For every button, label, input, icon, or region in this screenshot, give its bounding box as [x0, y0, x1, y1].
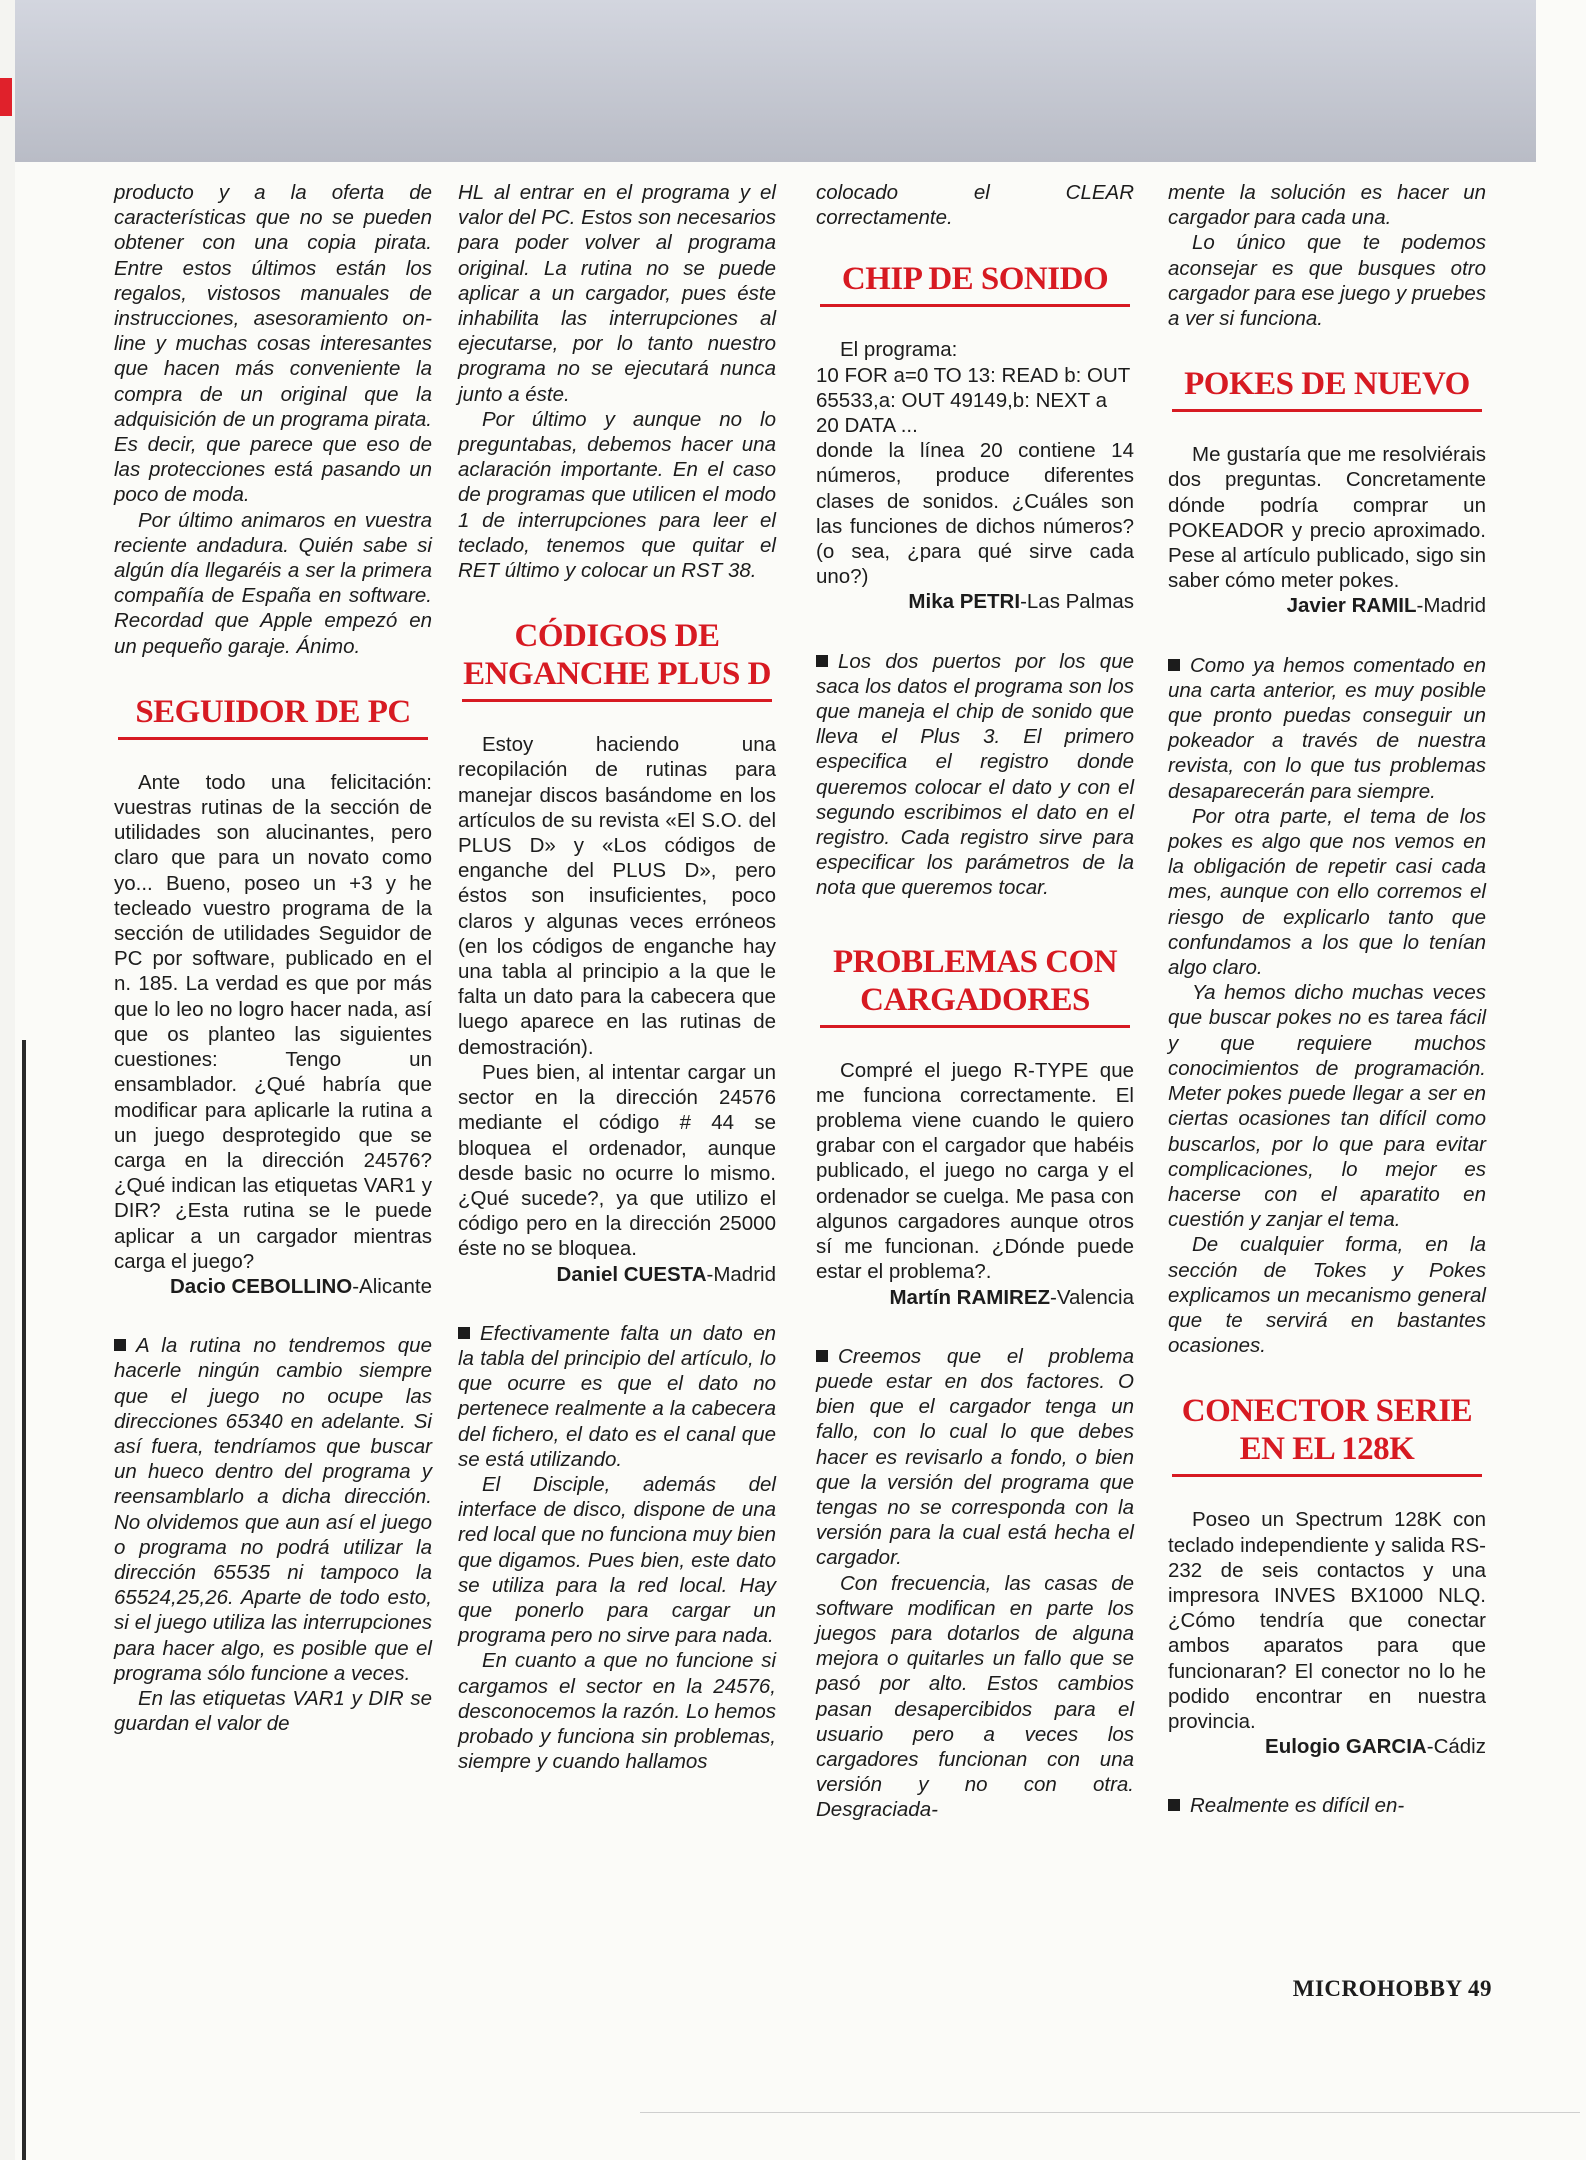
reader-letter: Pues bien, al intentar cargar un sector en la dirección 24576 mediante el código # 44 se bloquea el ordenador, aunque desde basic no ocurre lo mismo. ¿Qué sucede?, ya que utilizo el código pero en la dirección 25000 éste no se bloquea. — [458, 1060, 776, 1261]
signature-place: -Cádiz — [1426, 1735, 1486, 1759]
column-2 — [458, 180, 776, 1774]
letter-signature — [816, 1285, 1134, 1310]
title-line: CÓDIGOS DE — [514, 618, 720, 655]
answer-bullet-icon — [1168, 1799, 1180, 1811]
letter-signature — [114, 1274, 432, 1299]
reader-letter: Estoy haciendo una recopilación de rutinas para manejar discos basándome en los artículos de su revista «El S.O. del PLUS D» y «Los códigos de enganche del PLUS D», pero éstos son insuficientes, poco claros y algunas veces erróneos (en los códigos de enganche hay una tabla al principio a la que le falta un dato para la cabecera que luego aparece en las rutinas de demostración). — [458, 733, 776, 1059]
editor-answer: De cualquier forma, en la sección de Tokes y Pokes explicamos un mecanismo general que te servirá en bastantes ocasiones. — [1168, 1233, 1486, 1358]
section-title-codigos-enganche — [462, 617, 772, 702]
signature-place: -Alicante — [352, 1274, 432, 1298]
reader-letter: Me gustaría que me resolviérais dos preguntas. Concretamente dónde podría comprar un POKEADOR y precio aproximado. Pese al artículo publicado, sigo sin saber cómo meter pokes. — [1168, 443, 1486, 593]
editor-answer: En cuanto a que no funcione si cargamos el sector en la 24576, desconocemos la razón. Lo hemos probado y funciona sin problemas, siempre y cuando hallamos — [458, 1649, 776, 1774]
signature-name: Javier RAMIL — [1286, 594, 1417, 618]
column-4 — [1168, 180, 1486, 1819]
magazine-name: MICROHOBBY — [1292, 1976, 1462, 2001]
editor-answer: Por otra parte, el tema de los pokes es algo que nos vemos en la obligación de repetir casi cada mes, aunque con ello corremos el riesgo de explicarlo tanto que confundamos a los que lo tenían algo claro. — [1168, 804, 1486, 980]
reply-paragraph: Lo único que te podemos aconsejar es que busques otro cargador para ese juego y pruebes a ver si funciona. — [1168, 231, 1486, 331]
answer-bullet-icon — [816, 655, 828, 667]
signature-name: Daniel CUESTA — [556, 1262, 707, 1286]
reply-paragraph: colocado el CLEAR correctamente. — [816, 181, 1134, 230]
editor-answer: Realmente es difícil en- — [1168, 1793, 1486, 1818]
editor-answer: Con frecuencia, las casas de software modifican en parte los juegos para dotarlos de alguna mejora o quitarles un fallo que se pasó por alto. Estos cambios pasan desapercibidos para el usuario pero a veces los cargadores funcionan con una versión y no con otra. Desgraciada- — [816, 1571, 1134, 1822]
bottom-rule — [640, 2112, 1580, 2113]
reader-letter: donde la línea 20 contiene 14 números, produce diferentes clases de sonidos. ¿Cuáles son las funciones de dichos números? (o sea, ¿para qué sirve cada uno?) — [816, 439, 1134, 589]
left-binding-rule — [22, 1040, 26, 2160]
signature-place: -Las Palmas — [1020, 590, 1134, 614]
editor-answer: El Disciple, además del interface de disco, dispone de una red local que no funciona muy bien que digamos. Pues bien, este dato se utiliza para la red local. Hay que ponerlo para cargar un programa pero no sirve para nada. — [458, 1472, 776, 1648]
reply-paragraph: Por último animaros en vuestra reciente andadura. Quién sabe si algún día llegaréis a ser la primera compañía de España en software. Recordad que Apple empezó en un pequeño garaje. Ánimo. — [114, 508, 432, 658]
editor-answer: Los dos puertos por los que saca los datos el programa son los que maneja el chip de sonido que lleva el Plus 3. El primero especifica el registro donde queremos colocar el dato y con el segundo escribimos el dato en el registro. Cada registro sirve para especificar los parámetros de la nota que queremos tocar. — [816, 649, 1134, 900]
reader-letter: El programa: — [840, 338, 958, 362]
page-footer — [1293, 1976, 1492, 2002]
title-line: ENGANCHE PLUS D — [463, 656, 771, 693]
signature-place: -Madrid — [706, 1262, 776, 1286]
column-1 — [114, 180, 432, 1736]
title-line: PROBLEMAS CON — [832, 943, 1118, 980]
editor-answer: Creemos que el problema puede estar en dos factores. O bien que el cargador tenga un fallo, con lo cual lo que debes hacer es revisarlo a fondo, o bien que la versión del programa que tengas no se corresponda con la versión para la cual está hecha el cargador. — [816, 1344, 1134, 1570]
signature-name: Mika PETRI — [908, 590, 1021, 614]
reader-letter: Poseo un Spectrum 128K con teclado independiente y salida RS-232 de seis contactos y una impresora INVES BX1000 NLQ. ¿Cómo tendría que conectar ambos aparatos para que funcionaran? El conector no lo he podido encontrar en nuestra provincia. — [1168, 1508, 1486, 1733]
editor-answer: A la rutina no tendremos que hacerle ningún cambio siempre que el juego no ocupe las direcciones 65340 en adelante. Si así fuera, tendríamos que buscar un hueco dentro del programa y reensamblarlo a dicha dirección. No olvidemos que aun así el juego o programa no podrá utilizar la dirección 65535 ni tampoco la 65524,25,26. Aparte de todo esto, si el juego utiliza las interrupciones para hacer algo, es posible que el programa sólo funcione a veces. — [114, 1334, 432, 1685]
letter-signature — [458, 1262, 776, 1287]
reply-paragraph: producto y a la oferta de características que no se pueden obtener con una copia pirata. Entre estos últimos están los regalos, vistosos manuales de instrucciones, asesoramiento on-line y muchas cosas interesantes que hacen más conveniente la compra de un original que la adquisición de un programa pirata. Es decir, que parece que eso de las protecciones está pasando un poco de moda. — [114, 181, 432, 507]
page-left-edge — [0, 0, 15, 2160]
editor-answer: Como ya hemos comentado en una carta anterior, es muy posible que pronto puedas conseguir un pokeador a través de nuestra revista, con lo que tus problemas desaparecerán para siempre. — [1168, 653, 1486, 803]
column-3 — [816, 180, 1134, 1823]
reply-paragraph: Por último y aunque no lo preguntabas, debemos hacer una aclaración importante. En el caso de programas que utilicen el modo 1 de interrupciones para leer el teclado, tenemos que quitar el RET último y colocar un RST 38. — [458, 407, 776, 583]
section-title-pokes-de-nuevo: POKES DE NUEVO — [1172, 365, 1482, 412]
title-line: CONECTOR SERIE — [1181, 1393, 1473, 1430]
letter-signature — [1168, 593, 1486, 618]
editor-answer: Efectivamente falta un dato en la tabla del principio del artículo, lo que ocurre es que el dato no pertenece realmente a la cabecera del fichero, el dato es el canal que se está utilizando. — [458, 1321, 776, 1471]
code-line: 20 DATA ... — [816, 414, 918, 438]
letter-signature — [816, 589, 1134, 614]
letter-signature — [1168, 1734, 1486, 1759]
answer-bullet-icon — [458, 1327, 470, 1339]
answer-bullet-icon — [114, 1339, 126, 1351]
reply-paragraph: HL al entrar en el programa y el valor del PC. Estos son necesarios para poder volver al programa original. La rutina no se puede aplicar a un cargador, pues éste inhabilita las interrupciones al ejecutarse, por lo tanto nuestro programa no se ejecutará nunca junto a éste. — [458, 181, 776, 406]
signature-name: Martín RAMIREZ — [889, 1285, 1051, 1309]
section-title-seguidor-de-pc: SEGUIDOR DE PC — [118, 693, 428, 740]
editor-answer: En las etiquetas VAR1 y DIR se guardan el valor de — [114, 1686, 432, 1736]
answer-bullet-icon — [816, 1350, 828, 1362]
answer-bullet-icon — [1168, 659, 1180, 671]
title-line: CARGADORES — [860, 981, 1090, 1018]
title-line: EN EL 128K — [1239, 1431, 1415, 1468]
signature-name: Dacio CEBOLLINO — [169, 1274, 353, 1298]
section-title-chip-de-sonido: CHIP DE SONIDO — [820, 260, 1130, 307]
red-page-tab — [0, 78, 12, 116]
section-title-conector-serie — [1172, 1392, 1482, 1477]
reader-letter: Compré el juego R-TYPE que me funciona correctamente. El problema viene cuando le quiero grabar con el cargador que habéis publicado, el juego no carga y el ordenador se cuelga. Me pasa con algunos cargadores aunque otros sí me funcionan. ¿Dónde puede estar el problema?. — [816, 1058, 1134, 1284]
header-band — [15, 0, 1536, 162]
reply-paragraph: mente la solución es hacer un cargador para cada una. — [1168, 181, 1486, 230]
reader-letter: Ante todo una felicitación: vuestras rutinas de la sección de utilidades son alucinantes, pero claro que para un novato como yo... Bueno, poseo un +3 y he tecleado vuestro programa de la sección de utilidades Seguidor de PC por software, publicado en el n. 185. La verdad es que por más que lo leo no logro hacer nada, así que os planteo las siguientes cuestiones: Tengo un ensamblador. ¿Qué habría que modificar para aplicarle la rutina a un juego desprotegido que se carga en la dirección 24576? ¿Qué indican las etiquetas VAR1 y DIR? ¿Esta rutina se le puede aplicar a un cargador mientras carga el juego? — [114, 770, 432, 1273]
section-title-problemas-cargadores — [820, 943, 1130, 1028]
signature-place: -Valencia — [1050, 1285, 1134, 1309]
signature-name: Eulogio GARCIA — [1265, 1735, 1427, 1759]
code-line: 10 FOR a=0 TO 13: READ b: OUT 65533,a: OUT 49149,b: NEXT a — [816, 363, 1130, 412]
editor-answer: Ya hemos dicho muchas veces que buscar pokes no es tarea fácil y que requiere muchos conocimientos de programación. Meter pokes puede llegar a ser en ciertas ocasiones tan difícil como buscarlos, por lo que para evitar complicaciones, lo mejor es hacerse con el aparatito en cuestión y zanjar el tema. — [1168, 981, 1486, 1232]
signature-place: -Madrid — [1416, 594, 1486, 618]
page-number: 49 — [1468, 1976, 1492, 2001]
